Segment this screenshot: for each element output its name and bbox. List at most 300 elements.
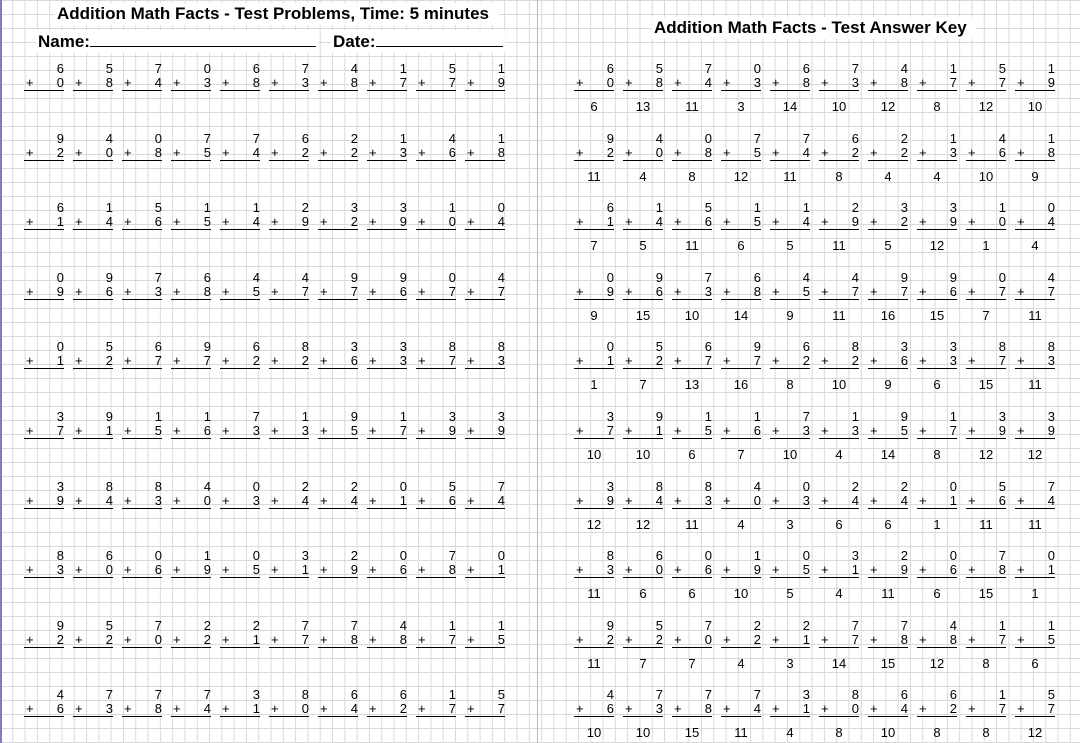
test-problem (318, 480, 358, 509)
second-addend (868, 354, 908, 369)
test-problem (171, 480, 211, 509)
plus-sign: + (1017, 492, 1025, 508)
second-addend (721, 494, 761, 509)
second-addend (721, 285, 761, 300)
answer-value: 10 (635, 725, 651, 741)
plus-sign: + (75, 701, 83, 717)
plus-sign: + (870, 283, 878, 299)
answer-value: 14 (733, 307, 749, 323)
second-addend (1015, 702, 1055, 717)
name-field[interactable] (36, 30, 318, 53)
test-problem (416, 271, 456, 300)
second-addend (416, 285, 456, 300)
second-addend (770, 215, 810, 230)
second-addend (721, 146, 761, 161)
second-addend (1015, 215, 1055, 230)
second-addend-value: 0 (998, 214, 1006, 230)
answer-key-problem (966, 549, 1006, 601)
first-addend: 3 (399, 339, 407, 355)
first-addend: 7 (998, 548, 1006, 564)
second-addend (770, 563, 810, 578)
first-addend: 2 (802, 617, 810, 633)
test-problem (416, 340, 456, 369)
test-problem (465, 201, 505, 230)
first-addend: 4 (802, 269, 810, 285)
plus-sign: + (821, 75, 829, 90)
second-addend (623, 633, 663, 648)
second-addend-value: 4 (252, 144, 260, 160)
test-problem (122, 271, 162, 300)
first-addend: 8 (154, 478, 162, 494)
first-addend: 5 (655, 61, 663, 76)
second-addend-value: 6 (753, 423, 761, 438)
plus-sign: + (75, 492, 83, 508)
plus-sign: + (870, 423, 878, 438)
answer-value: 11 (832, 307, 846, 323)
second-addend-value: 2 (606, 631, 614, 647)
second-addend-value: 5 (203, 144, 211, 160)
answer-key-problem (1015, 549, 1055, 601)
answer-key-problem (1015, 132, 1055, 184)
plus-sign: + (576, 353, 584, 369)
second-addend-value: 8 (655, 75, 663, 90)
second-addend (917, 354, 957, 369)
first-addend: 3 (900, 200, 908, 216)
first-addend: 6 (802, 61, 810, 76)
answer-value: 15 (880, 655, 896, 671)
second-addend (465, 354, 505, 369)
plus-sign: + (723, 492, 731, 508)
plus-sign: + (173, 701, 181, 717)
answer-value: 10 (1027, 99, 1043, 114)
second-addend-value: 4 (704, 75, 712, 90)
second-addend-value: 2 (753, 631, 761, 647)
plus-sign: + (625, 75, 633, 90)
plus-sign: + (222, 631, 230, 647)
plus-sign: + (26, 423, 34, 438)
date-label: Date: (333, 32, 376, 51)
answer-key-problem (574, 688, 614, 740)
answer-value: 1 (933, 516, 941, 532)
answer-key-problem (917, 62, 957, 114)
second-addend (623, 702, 663, 717)
plus-sign: + (674, 214, 682, 230)
second-addend (171, 702, 211, 717)
first-addend: 0 (154, 548, 162, 564)
answer-value: 10 (586, 725, 602, 741)
test-problem (220, 549, 260, 578)
first-addend: 2 (900, 548, 908, 564)
second-addend-value: 5 (252, 562, 260, 578)
second-addend-value: 8 (154, 701, 162, 717)
plus-sign: + (821, 492, 829, 508)
first-addend: 5 (704, 200, 712, 216)
first-addend: 0 (753, 61, 761, 76)
plus-sign: + (625, 353, 633, 369)
test-problem (318, 688, 358, 717)
answer-value: 10 (586, 447, 602, 462)
second-addend (966, 76, 1006, 91)
first-addend: 4 (998, 130, 1006, 146)
second-addend-value: 1 (56, 353, 64, 369)
second-addend (220, 633, 260, 648)
second-addend-value: 7 (448, 75, 456, 90)
plus-sign: + (723, 701, 731, 717)
second-addend-value: 6 (998, 144, 1006, 160)
plus-sign: + (173, 144, 181, 160)
answer-value: 16 (733, 377, 749, 393)
plus-sign: + (968, 701, 976, 717)
first-addend: 1 (753, 409, 761, 424)
second-addend-value: 4 (497, 214, 505, 230)
plus-sign: + (26, 283, 34, 299)
second-addend-value: 8 (350, 75, 358, 90)
plus-sign: + (271, 283, 279, 299)
first-addend: 5 (105, 617, 113, 633)
test-problem (416, 688, 456, 717)
second-addend-value: 0 (154, 631, 162, 647)
page-edge (0, 0, 2, 743)
plus-sign: + (772, 631, 780, 647)
first-addend: 1 (851, 409, 859, 424)
answer-value: 10 (684, 307, 700, 323)
answer-key-problem (917, 271, 957, 323)
plus-sign: + (968, 353, 976, 369)
second-addend (770, 494, 810, 509)
test-problem (318, 201, 358, 230)
answer-value: 4 (737, 516, 745, 532)
test-problem (269, 62, 309, 91)
second-addend (318, 702, 358, 717)
answer-value: 11 (1028, 516, 1042, 532)
answer-key-problem (868, 132, 908, 184)
second-addend (122, 285, 162, 300)
plus-sign: + (418, 353, 426, 369)
second-addend (574, 633, 614, 648)
second-addend (966, 285, 1006, 300)
answer-value: 12 (586, 516, 602, 532)
plus-sign: + (26, 492, 34, 508)
answer-key-problem (819, 271, 859, 323)
plus-sign: + (723, 283, 731, 299)
test-problem (416, 132, 456, 161)
second-addend (623, 76, 663, 91)
first-addend: 2 (350, 548, 358, 564)
plus-sign: + (467, 701, 475, 717)
answer-value: 10 (831, 377, 847, 393)
plus-sign: + (919, 562, 927, 578)
second-addend-value: 5 (900, 423, 908, 438)
second-addend-value: 8 (900, 631, 908, 647)
answer-value: 11 (783, 168, 797, 184)
first-addend: 2 (301, 200, 309, 216)
answer-value: 13 (635, 99, 651, 114)
answer-key-problem (672, 201, 712, 253)
answer-key-problem (672, 340, 712, 392)
plus-sign: + (124, 283, 132, 299)
first-addend: 1 (753, 200, 761, 216)
plus-sign: + (1017, 353, 1025, 369)
plus-sign: + (674, 353, 682, 369)
plus-sign: + (625, 144, 633, 160)
answer-key-problem (917, 410, 957, 462)
first-addend: 7 (704, 617, 712, 633)
first-addend: 6 (753, 269, 761, 285)
plus-sign: + (870, 562, 878, 578)
second-addend (220, 494, 260, 509)
second-addend-value: 3 (399, 144, 407, 160)
second-addend (819, 702, 859, 717)
second-addend (318, 563, 358, 578)
plus-sign: + (124, 75, 132, 90)
answer-value: 6 (884, 516, 892, 532)
second-addend-value: 2 (949, 701, 957, 717)
second-addend-value: 8 (998, 562, 1006, 578)
plus-sign: + (919, 75, 927, 90)
test-problem (220, 480, 260, 509)
first-addend: 7 (154, 61, 162, 76)
first-addend: 7 (497, 478, 505, 494)
column-divider (537, 0, 538, 743)
second-addend (269, 146, 309, 161)
answer-key-problem (819, 340, 859, 392)
second-addend (465, 146, 505, 161)
second-addend-value: 9 (606, 492, 614, 508)
plus-sign: + (173, 423, 181, 438)
plus-sign: + (418, 423, 426, 438)
plus-sign: + (173, 631, 181, 647)
plus-sign: + (576, 423, 584, 438)
second-addend-value: 1 (606, 353, 614, 369)
second-addend-value: 6 (949, 562, 957, 578)
first-addend: 7 (704, 687, 712, 703)
second-addend-value: 6 (105, 283, 113, 299)
first-addend: 4 (606, 687, 614, 703)
second-addend-value: 4 (252, 214, 260, 230)
second-addend-value: 7 (1047, 701, 1055, 717)
second-addend (122, 76, 162, 91)
answer-key-problem (721, 340, 761, 392)
plus-sign: + (576, 631, 584, 647)
first-addend: 4 (252, 269, 260, 285)
first-addend: 0 (802, 548, 810, 564)
plus-sign: + (968, 283, 976, 299)
answer-value: 8 (835, 168, 843, 184)
second-addend-value: 6 (154, 562, 162, 578)
second-addend-value: 2 (301, 353, 309, 369)
first-addend: 7 (105, 687, 113, 703)
answer-value: 8 (933, 447, 941, 462)
plus-sign: + (369, 631, 377, 647)
second-addend-value: 0 (606, 75, 614, 90)
second-addend (868, 494, 908, 509)
first-addend: 1 (301, 409, 309, 424)
first-addend: 8 (606, 548, 614, 564)
answer-key-title: Addition Math Facts - Test Answer Key (652, 17, 976, 39)
second-addend (269, 285, 309, 300)
second-addend (318, 494, 358, 509)
plus-sign: + (369, 214, 377, 230)
first-addend: 3 (497, 409, 505, 424)
test-problem (171, 340, 211, 369)
second-addend-value: 5 (497, 631, 505, 647)
plus-sign: + (870, 353, 878, 369)
second-addend-value: 7 (301, 283, 309, 299)
plus-sign: + (968, 144, 976, 160)
first-addend: 9 (655, 269, 663, 285)
test-problem (318, 340, 358, 369)
second-addend-value: 6 (606, 701, 614, 717)
second-addend (1015, 563, 1055, 578)
answer-key-problem (966, 619, 1006, 671)
second-addend (770, 633, 810, 648)
plus-sign: + (173, 562, 181, 578)
answer-value: 8 (982, 725, 990, 741)
second-addend (367, 702, 407, 717)
plus-sign: + (821, 631, 829, 647)
second-addend-value: 3 (851, 75, 859, 90)
answer-value: 11 (1028, 377, 1042, 393)
second-addend (966, 494, 1006, 509)
test-problem (269, 549, 309, 578)
first-addend: 6 (301, 130, 309, 146)
plus-sign: + (320, 353, 328, 369)
second-addend (868, 215, 908, 230)
second-addend-value: 2 (900, 144, 908, 160)
second-addend-value: 9 (900, 562, 908, 578)
plus-sign: + (674, 75, 682, 90)
first-addend: 9 (606, 130, 614, 146)
first-addend: 1 (949, 61, 957, 76)
second-addend-value: 6 (704, 562, 712, 578)
plus-sign: + (723, 214, 731, 230)
test-problem (465, 132, 505, 161)
first-addend: 3 (949, 200, 957, 216)
name-blank[interactable] (90, 31, 316, 47)
plus-sign: + (1017, 144, 1025, 160)
first-addend: 3 (606, 478, 614, 494)
second-addend (367, 215, 407, 230)
answer-value: 11 (881, 586, 895, 602)
test-problem (171, 410, 211, 439)
second-addend-value: 3 (1047, 353, 1055, 369)
answer-value: 14 (782, 99, 798, 114)
first-addend: 0 (998, 269, 1006, 285)
first-addend: 9 (350, 269, 358, 285)
first-addend: 1 (497, 617, 505, 633)
answer-key-problem (819, 688, 859, 740)
second-addend (868, 633, 908, 648)
first-addend: 9 (56, 130, 64, 146)
second-addend-value: 6 (399, 562, 407, 578)
plus-sign: + (919, 423, 927, 438)
first-addend: 7 (350, 617, 358, 633)
second-addend-value: 0 (105, 562, 113, 578)
second-addend (819, 424, 859, 439)
second-addend-value: 8 (350, 631, 358, 647)
plus-sign: + (723, 75, 731, 90)
first-addend: 6 (851, 130, 859, 146)
date-blank[interactable] (376, 31, 503, 47)
plus-sign: + (1017, 562, 1025, 578)
test-problem (367, 619, 407, 648)
second-addend-value: 1 (252, 631, 260, 647)
answer-value: 11 (587, 655, 601, 671)
date-field[interactable] (331, 30, 505, 53)
plus-sign: + (772, 214, 780, 230)
plus-sign: + (1017, 283, 1025, 299)
answer-value: 11 (734, 725, 748, 741)
second-addend-value: 6 (704, 214, 712, 230)
test-problem (465, 480, 505, 509)
first-addend: 6 (56, 61, 64, 76)
answer-key-problem (966, 62, 1006, 114)
test-problem (220, 688, 260, 717)
second-addend (416, 563, 456, 578)
first-addend: 7 (704, 269, 712, 285)
second-addend (171, 285, 211, 300)
plus-sign: + (173, 283, 181, 299)
first-addend: 2 (753, 617, 761, 633)
second-addend (73, 424, 113, 439)
first-addend: 0 (606, 269, 614, 285)
second-addend-value: 7 (203, 353, 211, 369)
test-problem (24, 62, 64, 91)
answer-key-problem (770, 619, 810, 671)
answer-key-problem (623, 410, 663, 462)
first-addend: 6 (399, 687, 407, 703)
plus-sign: + (418, 562, 426, 578)
second-addend (416, 633, 456, 648)
first-addend: 8 (105, 478, 113, 494)
answer-value: 6 (835, 516, 843, 532)
plus-sign: + (821, 701, 829, 717)
test-problem (367, 410, 407, 439)
test-problem (24, 549, 64, 578)
answer-value: 4 (884, 168, 892, 184)
answer-value: 12 (978, 99, 994, 114)
second-addend-value: 2 (399, 701, 407, 717)
answer-key-problem (868, 688, 908, 740)
answer-value: 6 (737, 238, 745, 254)
second-addend (171, 354, 211, 369)
test-problem (318, 549, 358, 578)
second-addend (574, 146, 614, 161)
answer-value: 10 (831, 99, 847, 114)
second-addend-value: 7 (301, 631, 309, 647)
test-problem (171, 549, 211, 578)
test-problem (73, 480, 113, 509)
plus-sign: + (870, 75, 878, 90)
second-addend-value: 5 (350, 423, 358, 438)
answer-key-problem (623, 688, 663, 740)
test-problem (465, 619, 505, 648)
second-addend-value: 4 (350, 492, 358, 508)
first-addend: 6 (655, 548, 663, 564)
second-addend (770, 354, 810, 369)
second-addend-value: 9 (1047, 423, 1055, 438)
second-addend (721, 424, 761, 439)
second-addend-value: 5 (753, 214, 761, 230)
first-addend: 4 (350, 61, 358, 76)
answer-key-problem (721, 201, 761, 253)
second-addend (623, 146, 663, 161)
plus-sign: + (75, 423, 83, 438)
second-addend (171, 215, 211, 230)
second-addend (367, 285, 407, 300)
plus-sign: + (576, 492, 584, 508)
second-addend (24, 494, 64, 509)
